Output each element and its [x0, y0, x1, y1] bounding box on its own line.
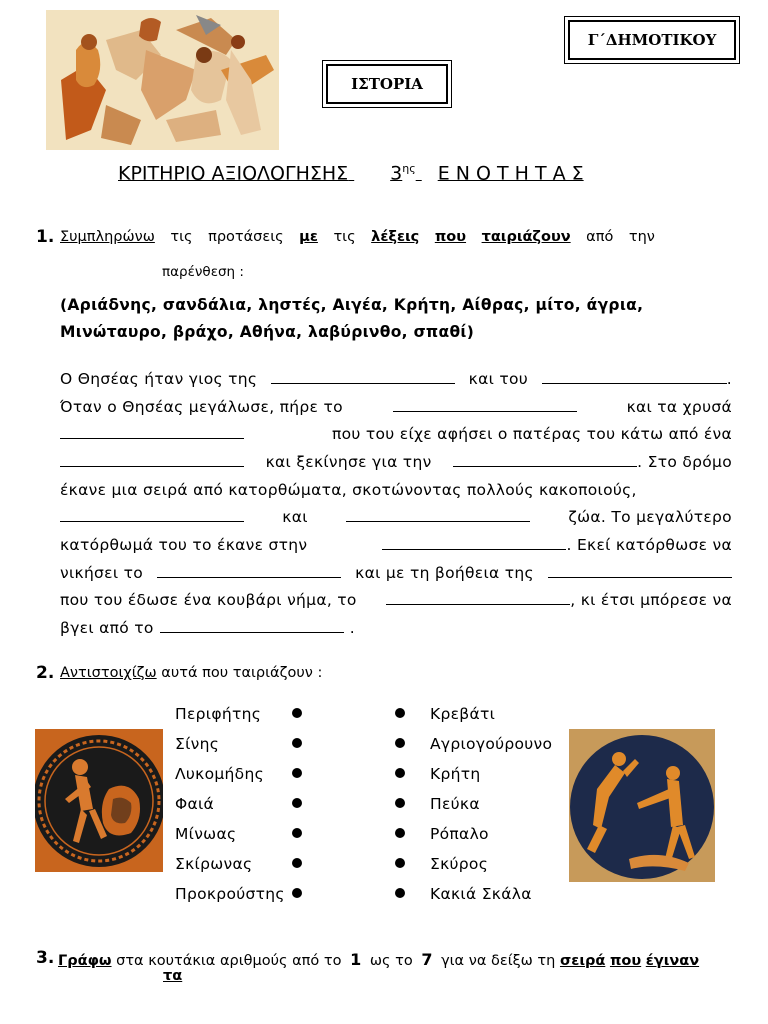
list-item: Μίνωας [175, 825, 237, 843]
vase-painting-right-image [569, 729, 715, 882]
list-item: Κακιά Σκάλα [430, 885, 532, 903]
match-dot[interactable] [292, 888, 302, 898]
match-dot[interactable] [292, 708, 302, 718]
blank[interactable] [382, 536, 566, 550]
fill-line-4: και ξεκίνησε για την . Στο δρόμο [60, 453, 732, 471]
match-dot[interactable] [292, 768, 302, 778]
list-item: Φαιά [175, 795, 215, 813]
list-item: Περιφήτης [175, 705, 262, 723]
match-dot[interactable] [395, 858, 405, 868]
fill-line-7: κατόρθωμά του το έκανε στην . Εκεί κατόρθωσε να [60, 536, 732, 554]
q1-instruction-cont: παρένθεση : [162, 264, 244, 280]
blank[interactable] [346, 508, 530, 522]
match-dot[interactable] [292, 798, 302, 808]
vase-painting-left-image [35, 729, 163, 872]
blank[interactable] [542, 370, 727, 384]
grade-label: Γ΄ΔΗΜΟΤΙΚΟΥ [568, 20, 736, 60]
blank[interactable] [157, 564, 341, 578]
page-title [118, 162, 678, 184]
word-bank-line-1: (Αριάδνης, σανδάλια, ληστές, Αιγέα, Κρήτη, Αίθρας, μίτο, άγρια, [60, 296, 644, 314]
match-dot[interactable] [395, 708, 405, 718]
fill-line-2: Όταν ο Θησέας μεγάλωσε, πήρε το και τα χρυσά [60, 398, 732, 416]
list-item: Αγριογούρουνο [430, 735, 553, 753]
blank[interactable] [160, 619, 344, 633]
match-dot[interactable] [292, 858, 302, 868]
fill-line-6: και ζώα. Το μεγαλύτερο [60, 508, 732, 526]
title-number: 3 [390, 162, 403, 185]
fill-line-1: Ο Θησέας ήταν γιος της και του . [60, 370, 732, 388]
q3-instruction: Γράφω στα κουτάκια αριθμούς από το 1 ως το 7 για να δείξω τη σειρά που έγιναν [58, 950, 700, 969]
fill-line-10: βγει από το . [60, 619, 355, 637]
match-dot[interactable] [292, 738, 302, 748]
title-end: Ε Ν Ο Τ Η Τ Α Σ [437, 162, 584, 185]
blank[interactable] [60, 453, 244, 467]
match-dot[interactable] [395, 798, 405, 808]
match-dot[interactable] [395, 888, 405, 898]
blank[interactable] [60, 508, 244, 522]
fill-line-5: έκανε μια σειρά από κατορθώματα, σκοτώνοντας πολλούς κακοποιούς, [60, 481, 637, 499]
blank[interactable] [453, 453, 637, 467]
blank[interactable] [393, 398, 577, 412]
list-item: Ρόπαλο [430, 825, 489, 843]
q3-number: 3. [36, 948, 55, 968]
blank[interactable] [271, 370, 455, 384]
list-item: Προκρούστης [175, 885, 285, 903]
q2-number: 2. [36, 663, 55, 683]
match-dot[interactable] [395, 738, 405, 748]
list-item: Σίνης [175, 735, 220, 753]
q3-instruction-cont: τα [163, 968, 183, 984]
fill-line-9: που του έδωσε ένα κουβάρι νήμα, το , κι έτσι μπόρεσε να [60, 591, 732, 609]
blank[interactable] [60, 425, 244, 439]
list-item: Πεύκα [430, 795, 480, 813]
list-item: Κρεβάτι [430, 705, 496, 723]
list-item: Σκίρωνας [175, 855, 253, 873]
fill-line-8: νικήσει το και με τη βοήθεια της [60, 564, 732, 582]
list-item: Λυκομήδης [175, 765, 264, 783]
subject-label: ΙΣΤΟΡΙΑ [326, 64, 448, 104]
word-bank-line-2: Μινώταυρο, βράχο, Αθήνα, λαβύρινθο, σπαθί) [60, 323, 475, 341]
list-item: Σκύρος [430, 855, 489, 873]
match-dot[interactable] [292, 828, 302, 838]
list-item: Κρήτη [430, 765, 481, 783]
q1-number: 1. [36, 227, 55, 247]
blank[interactable] [548, 564, 732, 578]
match-dot[interactable] [395, 828, 405, 838]
title-superscript: ης [402, 162, 416, 175]
theseus-fresco-image [46, 10, 279, 150]
fill-line-3: που του είχε αφήσει ο πατέρας του κάτω από ένα [60, 425, 732, 443]
title-main: ΚΡΙΤΗΡΙΟ ΑΞΙΟΛΟΓΗΣΗΣ [118, 162, 349, 185]
blank[interactable] [386, 591, 570, 605]
match-dot[interactable] [395, 768, 405, 778]
q1-instruction: Συμπληρώνω τις προτάσεις με τις λέξεις που ταιριάζουν από την [60, 229, 655, 245]
q2-instruction: Αντιστοιχίζω αυτά που ταιριάζουν : [60, 665, 323, 681]
